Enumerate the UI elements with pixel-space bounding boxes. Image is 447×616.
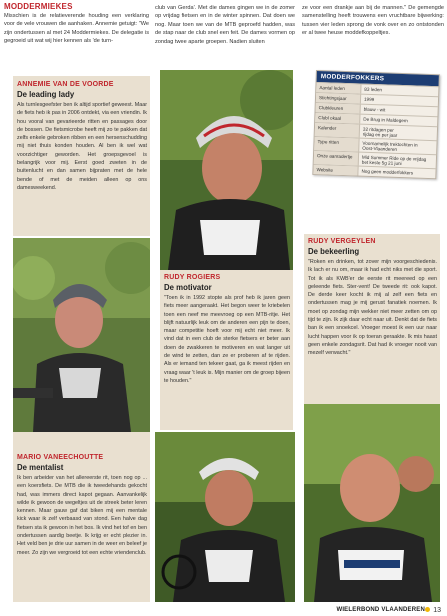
profile-text: Als turnlesgeefster ben ik altijd sportief geweest. Maar de fiets heb ik pas in 2006 ontdekt, via een vriendin. Ik hou vooral van gevarieerde ritten en passages door de bossen. De fietsmicrobe heeft mij zo te pakken dat zelfs enkele gebroken ribben en een hersenschudding mij niet thuis konden houden. Al ben ik wel wat voorzichtiger geworden. Het groepsgevoel is belangrijk voor mij. Eerst goed zweten in de buitenlucht en dan samen bijpraten met de hele bende of met de meiden alleen op ons damesweekend. xyxy=(17,102,147,191)
club-info-value: Nog geen modderfokkers xyxy=(361,168,414,175)
intro-column-1: Misschien is de relatieverende houding een verklaring voor de vele vrouwen die aanhaken. Annemie getuigt: "We zijn ondertussen al met 24 Moddermiekes. De delegatie is gegroeid uit wat wij hier kennen als 'de turn- xyxy=(4,13,149,45)
club-info-key: Onze aanradertje xyxy=(314,151,359,166)
profile-card-rudy-rogiers xyxy=(160,270,293,430)
page-dot-icon xyxy=(425,607,430,612)
intro-column-2: club van Gerda'. Met die dames gingen we in de zomer op vrijdag fietsen en in de winter spinnen. Dat doen we nog. Maar toen we van de MTB geproefd hadden, was de stap naar de club snel een feit. De dames vormen op zondag twee aparte groepen. Nadien sluiten xyxy=(155,5,295,45)
club-info-key: Kalender xyxy=(315,123,360,138)
club-info-title: MODDERFOKKERS xyxy=(317,71,439,86)
club-info-value: De Brug in Maldegem xyxy=(363,116,408,123)
profile-role: De leading lady xyxy=(17,90,75,99)
profile-card-rudy-vergeylen xyxy=(304,234,440,404)
club-info-value: 83 leden xyxy=(364,86,383,92)
club-info-value: blauw - wit xyxy=(363,106,386,112)
profile-text: "Toen ik in 1992 stopte als prof heb ik jaren geen fiets meer aangeraakt. Het begon weer te kriebelen toen een neef me meevroeg op een MTB-ritje. Het blijft natuurlijk leuk om de anderen een pijn te doen, maar competitie hoeft voor mij echt niet meer. Ik vind dat in een club de sterke fietsers er beter aan doen de zwakkeren te motiveren en wat langer uit de wind te zetten, dan ze er proberen af te rijden. Als er iemand ten tekeer gaat, ga ik meest rijden en vraag waar 't leuk is. Mijn manier om de groep bijeen te houden." xyxy=(164,295,290,384)
club-info-value: Voornamelijk trektochten in Oost-Vlaanderen xyxy=(362,140,418,152)
profile-card-annemie xyxy=(13,76,150,236)
page-number: 13 xyxy=(433,607,441,614)
club-info-value: Mid Summer Ride op de vrijdag bet keste 5g 21 juni xyxy=(361,154,427,166)
profile-name: RUDY ROGIERS xyxy=(164,274,221,281)
section-title: MODDERMIEKES xyxy=(4,2,73,11)
club-info-key: Clubl okaal xyxy=(315,113,360,124)
intro-column-3: ze voor een drankje aan bij de mannen." De gemengde samenstelling heeft trouwens een vruchtbare bijwerking: tussen vier leden sprong de vonk over en zo ontstonden er al twee heuse moddefkoppeltjes. xyxy=(302,5,444,37)
club-info-key: Stichtingsjaar xyxy=(316,93,361,104)
profile-name: ANNEMIE VAN DE VOORDE xyxy=(17,81,114,88)
profile-name: RUDY VERGEYLEN xyxy=(308,238,376,245)
club-info-table xyxy=(312,70,440,179)
club-info-key: Clubkleuren xyxy=(316,103,361,114)
profile-role: De motivator xyxy=(164,283,212,292)
club-info-key: Aantal leden xyxy=(316,83,361,94)
club-info-key: Website xyxy=(313,165,358,176)
photo-mario xyxy=(155,432,295,602)
photo-annemie xyxy=(13,238,150,432)
club-info-value: 32 ritdagen per rijdag en per jaar xyxy=(362,126,398,138)
photo-rudy-rogiers xyxy=(160,70,293,270)
profile-role: De bekeerling xyxy=(308,247,360,256)
club-info-key: Type ritten xyxy=(314,137,359,152)
photo-rudy-vergeylen xyxy=(304,404,440,602)
profile-text: "Roken en drinken, tot zover mijn voorgeschiedenis. Ik lach er nu om, maar ik had echt niks met die sport. Tot ik als KWB'er de eerste rit meereed op een geleende fiets. Ster-vent! De tweede rit: ook kapot. De derde keer kocht ik mij al zelf een fiets en ondertussen mag je mij gerust fanatiek noemen. Ik moet op zondag mijn wekker niet meer zetten om op tijd te zijn. Ik zijk daar echt naar uit. Denkt dat de fiets ban ik een snoekcel. Vroeger moest ik een uur naar lucht happen voor ik op toeran geraakte. Ik mis haast geen enkele zondagsrit. Dat had ik vroeger nooit van mezelf verwacht." xyxy=(308,259,437,357)
club-info-value: 1999 xyxy=(363,96,375,102)
profile-card-mario xyxy=(13,432,150,602)
profile-role: De mentalist xyxy=(17,463,64,472)
profile-name: MARIO VANEECHOUTTE xyxy=(17,454,104,461)
profile-text: Ik ben arbeider van het allereerste rit, toen nog op ... een koersfiets. De MTB die ik tweedehands gekocht had, was immers direct kapot gegaan. Aanvankelijk wilde ik gewoon de wegeltjes uit de streek beter leren kennen. Maar gauw gaf dat biken mij een mentale kick waar ik zelf verbaasd van stond. Een halve dag fietsen sta ik gewoon in het bos. Ik vind het tof en ben ondertussen aardig beetje. Ik krijg er echt plezier in. Het veld ben je drie uur samen in de weer en beleef je meer. Zo zijn we vergroeid tot een echte vriendenclub. xyxy=(17,475,147,556)
footer-brand: WIELERBOND VLAANDEREN xyxy=(336,607,425,613)
